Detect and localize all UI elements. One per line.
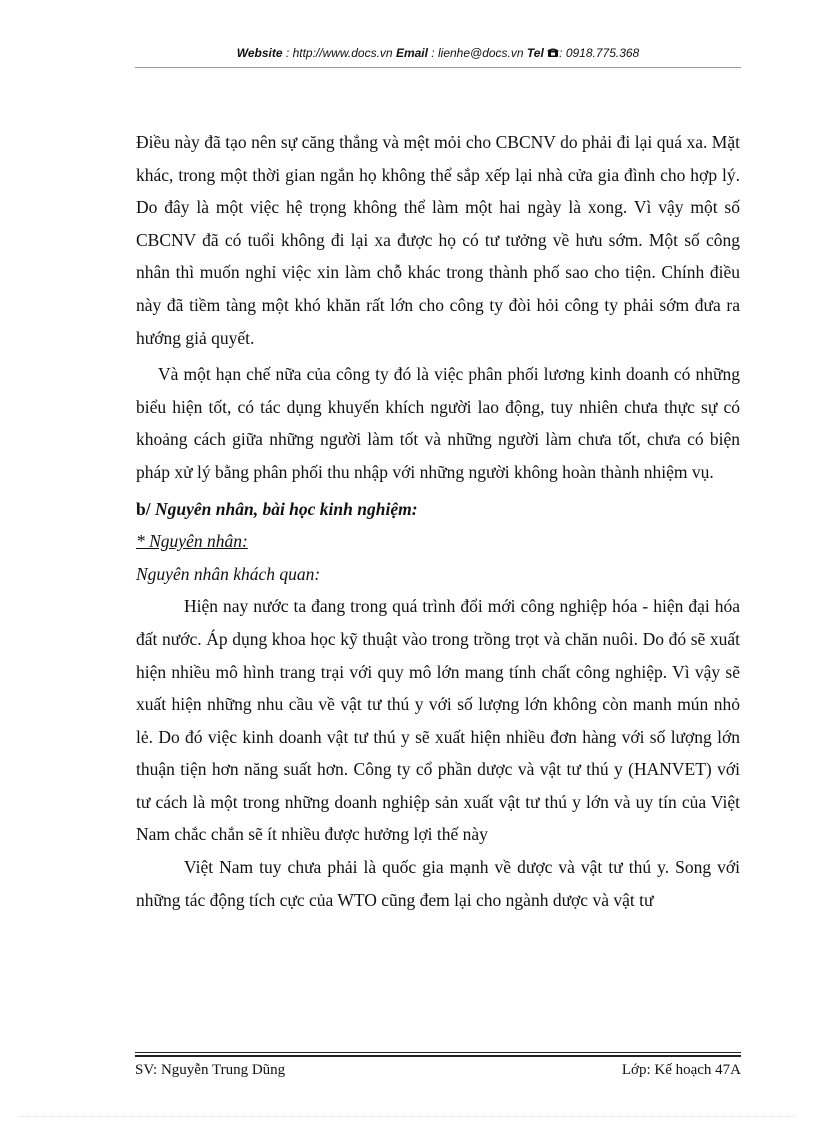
website-value: http://www.docs.vn bbox=[292, 46, 393, 60]
email-value: lienhe@docs.vn bbox=[437, 46, 524, 60]
page-bottom-border bbox=[20, 1116, 796, 1117]
footer-divider-thin bbox=[135, 1052, 741, 1053]
body-text bbox=[136, 126, 740, 916]
paragraph-4: Việt Nam tuy chưa phải là quốc gia mạnh về dược và vật tư thú y. Song với những tác động tích cực của WTO cũng đem lại cho ngành dược và vật tư bbox=[136, 857, 740, 910]
section-heading-text: Nguyên nhân, bài học kinh nghiệm: bbox=[154, 498, 418, 519]
paragraph-2: Và một hạn chế nữa của công ty đó là việc phân phối lương kinh doanh có những biểu hiện tốt, có tác dụng khuyến khích người lao động, tuy nhiên chưa thực sự có khoảng cách giữa những người làm tốt và những người làm chưa tốt, chưa có biện pháp xử lý bằng phân phối thu nhập với những người không hoàn thành nhiệm vụ. bbox=[136, 364, 740, 482]
paragraph-1: Điều này đã tạo nên sự căng thẳng và mệt mỏi cho CBCNV do phải đi lại quá xa. Mặt khác, trong một thời gian ngắn họ không thể sắp xếp lại nhà cửa gia đình cho hợp lý. Do đây là một việc hệ trọng không thể làm một hai ngày là xong. Vì vậy một số CBCNV đã có tuổi không đi lại xa được họ có tư tưởng về hưu sớm. Một số công nhân thì muốn nghỉ việc xin làm chỗ khác trong thành phố sao cho tiện. Chính điều này đã tiềm tàng một khó khăn rất lớn cho công ty đòi hỏi công ty phải sớm đưa ra hướng giả quyết. bbox=[136, 132, 740, 348]
paragraph-3: Hiện nay nước ta đang trong quá trình đổi mới công nghiệp hóa - hiện đại hóa đất nước. Áp dụng khoa học kỹ thuật vào trong trồng trọt và chăn nuôi. Do đó sẽ xuất hiện nhiều mô hình trang trại với quy mô lớn mang tính chất công nghiệp. Vì vậy sẽ xuất hiện những nhu cầu về vật tư thú y với số lượng lớn không còn manh mún nhỏ lẻ. Do đó việc kinh doanh vật tư thú y sẽ xuất hiện nhiều đơn hàng với số lượng lớn thuận tiện hơn năng suất hơn. Công ty cổ phần dược và vật tư thú y (HANVET) với tư cách là một trong những doanh nghiệp sản xuất vật tư thú y lớn và uy tín của Việt Nam chắc chắn sẽ ít nhiều được hưởng lợi thế này bbox=[136, 596, 740, 845]
page-header: Website : http://www.docs.vn Email : lienhe@docs.vn Tel : 0918.775.368 bbox=[236, 46, 640, 60]
header-divider bbox=[135, 67, 741, 68]
section-heading bbox=[136, 493, 740, 526]
tel-value: 0918.775.368 bbox=[565, 46, 640, 60]
subheading-causes: * Nguyên nhân: bbox=[136, 531, 248, 552]
section-heading-prefix: b/ bbox=[136, 498, 151, 519]
footer-student: SV: Nguyễn Trung Dũng bbox=[135, 1062, 286, 1078]
email-label: Email bbox=[395, 46, 428, 60]
footer-class: Lớp: Kế hoạch 47A bbox=[621, 1062, 741, 1078]
website-label: Website bbox=[236, 46, 283, 60]
subheading-objective-causes: Nguyên nhân khách quan: bbox=[136, 563, 321, 584]
telephone-icon bbox=[547, 47, 559, 61]
tel-label: Tel bbox=[526, 46, 544, 60]
footer-divider-thick bbox=[135, 1055, 741, 1057]
page-footer bbox=[135, 1058, 741, 1082]
